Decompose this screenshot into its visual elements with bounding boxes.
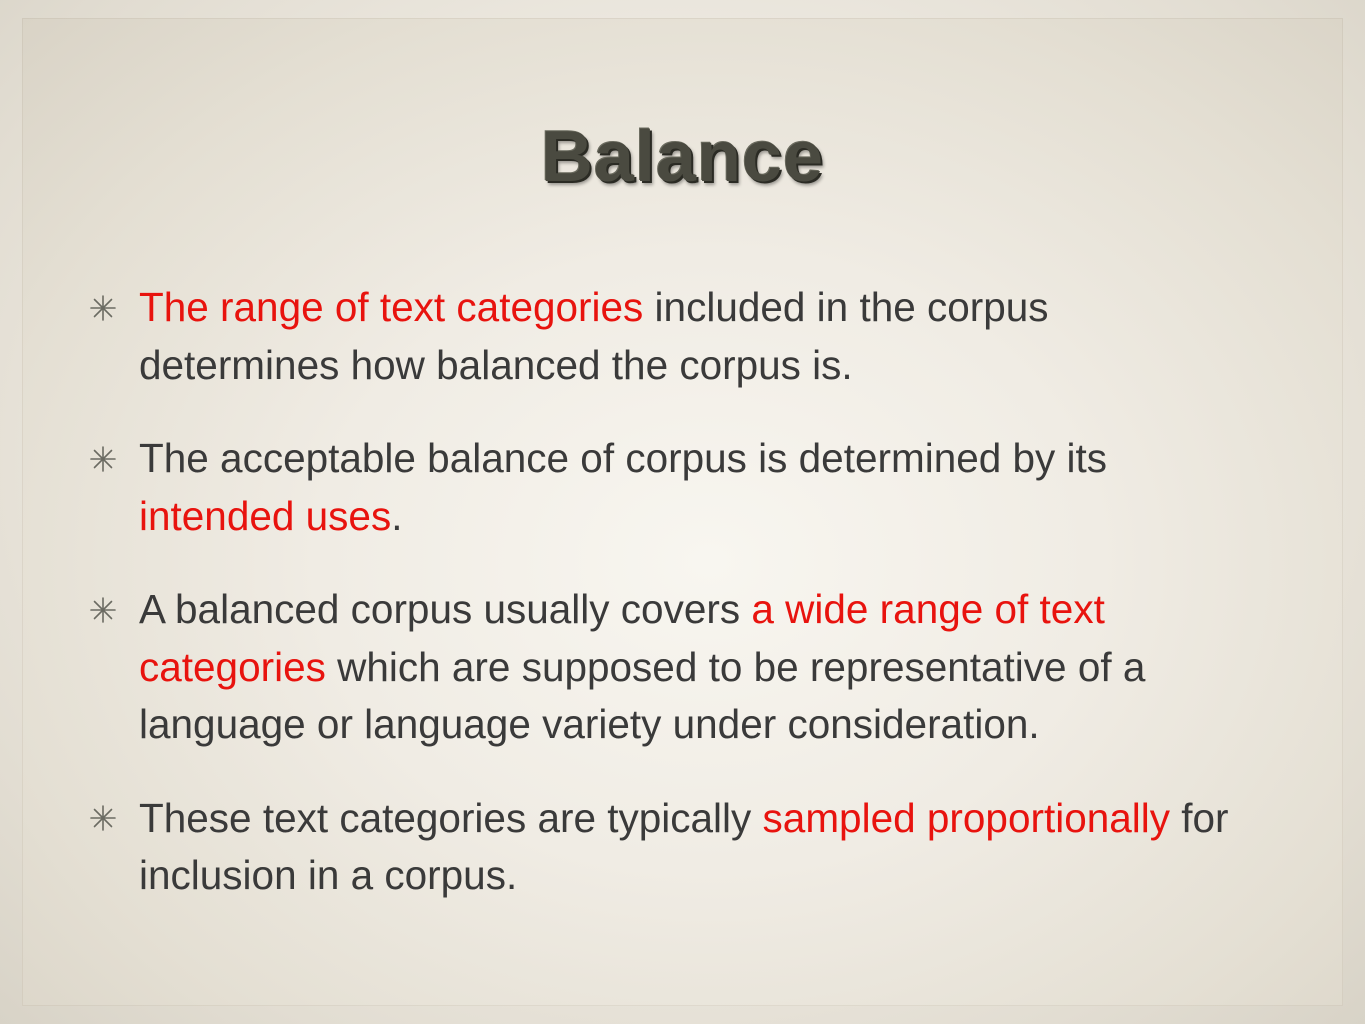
bullet-text [139,586,1145,747]
highlight-text: a wide range of text categories [139,586,1105,690]
bullet-item [86,581,1246,754]
highlight-text: intended uses [139,492,392,539]
plain-text: which are supposed to be representative of a language or language variety under consideration. [139,643,1146,747]
asterisk-bullet-icon [86,581,120,638]
bullet-item [86,430,1246,545]
highlight-text: sampled proportionally [762,794,1171,841]
bullet-item [86,279,1246,394]
asterisk-bullet-icon [86,790,120,847]
plain-text: included in the corpus determines how balanced the corpus is. [139,284,1049,388]
bullet-text [139,284,1049,388]
bullet-text [139,435,1107,539]
plain-text: . [391,492,403,539]
bullet-item [86,790,1246,905]
plain-text: A balanced corpus usually covers [139,586,752,632]
highlight-text: The range of text categories [139,284,644,330]
slide-title: Balance [540,117,825,197]
bullet-list [86,279,1246,905]
asterisk-bullet-icon [86,279,120,336]
plain-text: for inclusion in a corpus. [139,794,1229,898]
plain-text: The acceptable balance of corpus is determined by its [139,435,1108,481]
asterisk-bullet-icon [86,430,120,487]
plain-text: These text categories are typically [139,794,763,841]
bullet-text [139,795,1229,899]
